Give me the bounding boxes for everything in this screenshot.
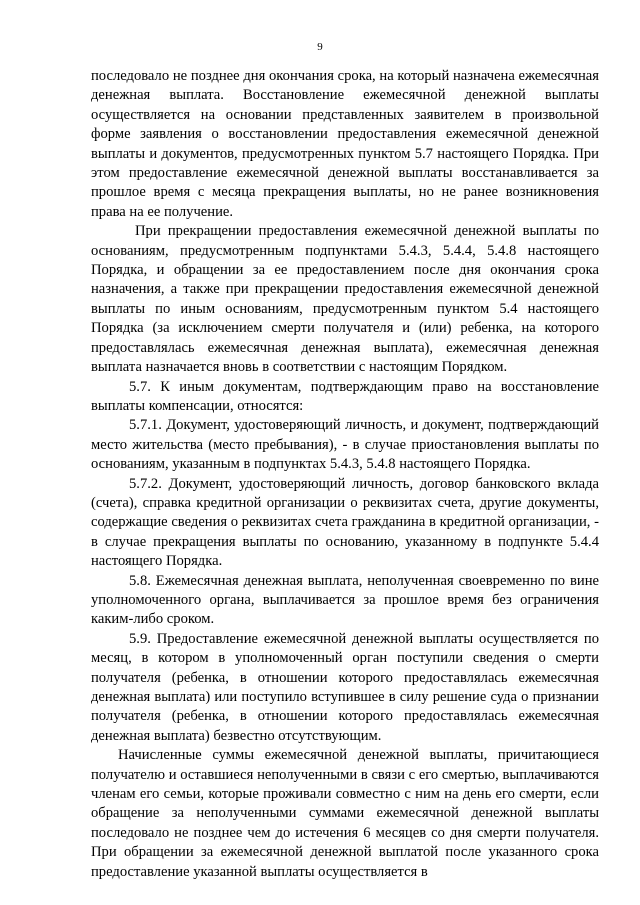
page-number: 9 xyxy=(317,41,323,53)
paragraph-5-7-1: 5.7.1. Документ, удостоверяющий личность, и документ, подтверждающий место жительства (место пребывания), - в случае приостановления выплаты по основаниям, указанным в подпунктах 5.4.3, 5.4.8 настоящего Порядка. xyxy=(91,417,599,473)
paragraph-5-9: 5.9. Предоставление ежемесячной денежной выплаты осуществляется по месяц, в котором в уполномоченный орган поступили сведения о смерти получателя (ребенка, в отношении которого предоставлялась ежемесячная денежная выплата) или поступило вступившее в силу решение суда о признании получателя (ребенка, в отношении которого предоставлялась ежемесячная денежная выплата) безвестно отсутствующим. xyxy=(91,630,599,744)
paragraph-accrued-sums: Начисленные суммы ежемесячной денежной выплаты, причитающиеся получателю и оставшиеся неполученными в связи с его смертью, выплачиваются членам его семьи, которые проживали совместно с ним на день его смерти, если обращение за неполученными суммами ежемесячной денежной выплаты последовало не позднее чем до истечения 6 месяцев со дня смерти получателя. При обращении за ежемесячной денежной выплатой после указанного срока предоставление указанной выплаты осуществляется в xyxy=(91,747,599,880)
paragraph-continuation: последовало не позднее дня окончания срока, на который назначена ежемесячная денежная выплата. Восстановление ежемесячной денежной выплаты осуществляется на основании представленных заявителем в произвольной форме заявления о восстановлении предоставления ежемесячной денежной выплаты и документов, предусмотренных пунктом 5.7 настоящего Порядка. При этом предоставление ежемесячной денежной выплаты восстанавливается за прошлое время с месяца прекращения выплаты, но не ранее возникновения права на ее получение. xyxy=(91,68,599,220)
paragraph-5-7: 5.7. К иным документам, подтверждающим право на восстановление выплаты компенсации, относятся: xyxy=(91,378,599,414)
document-body xyxy=(91,67,599,882)
paragraph-5-8: 5.8. Ежемесячная денежная выплата, неполученная своевременно по вине уполномоченного органа, выплачивается за прошлое время без ограничения каким-либо сроком. xyxy=(91,572,599,628)
paragraph-termination-reassignment: При прекращении предоставления ежемесячной денежной выплаты по основаниям, предусмотренным подпунктами 5.4.3, 5.4.4, 5.4.8 настоящего Порядка, и обращении за ее предоставлением после дня окончания срока назначения, а также при прекращении предоставления ежемесячной денежной выплаты по иным основаниям, предусмотренным пунктом 5.4 настоящего Порядка (за исключением смерти получателя и (или) ребенка, на которого предоставлялась ежемесячная денежная выплата), ежемесячная денежная выплата назначается вновь в соответствии с настоящим Порядком. xyxy=(91,223,599,376)
paragraph-5-7-2: 5.7.2. Документ, удостоверяющий личность, договор банковского вклада (счета), справка кредитной организации о реквизитах счета, другие документы, содержащие сведения о реквизитах счета гражданина в кредитной организации, - в случае прекращения выплаты по основанию, указанному в подпункте 5.4.4 настоящего Порядка. xyxy=(91,475,599,570)
